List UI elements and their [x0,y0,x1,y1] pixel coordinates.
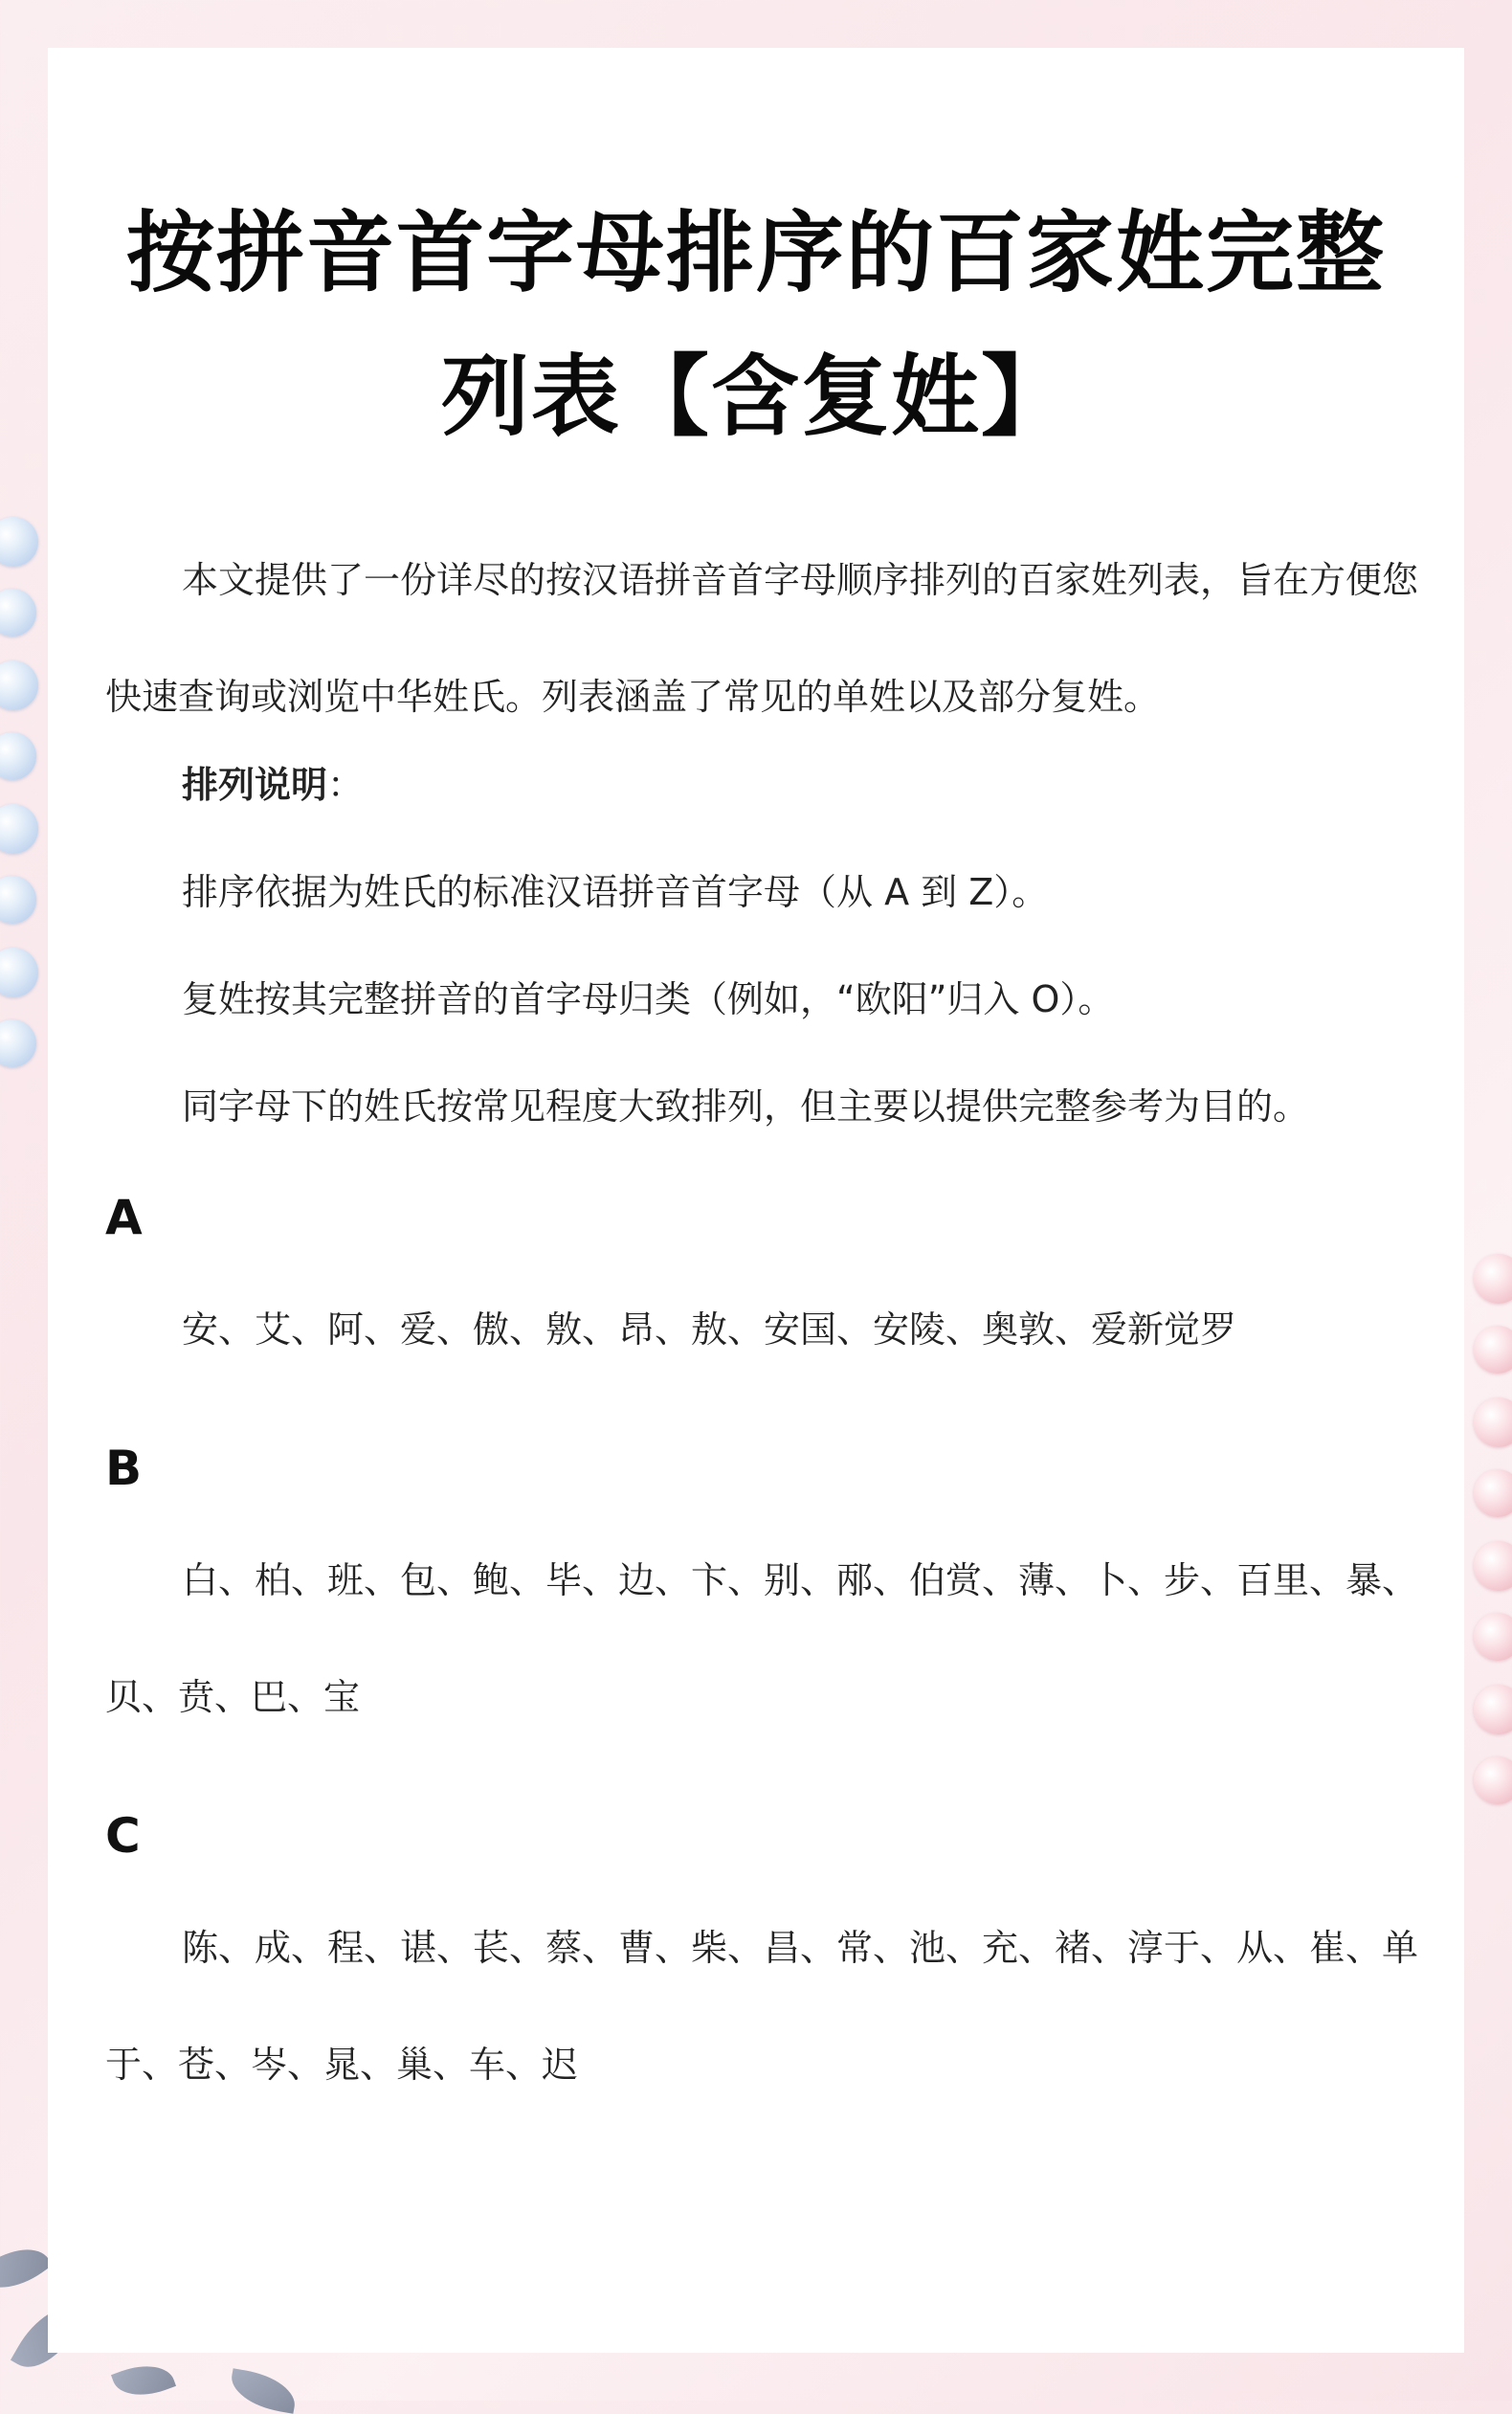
note-item: 同字母下的姓氏按常见程度大致排列，但主要以提供完整参考为目的。 [182,1085,1310,1128]
notes-heading-colon: ： [327,764,365,806]
bead-decoration [1474,1613,1512,1661]
bead-decoration [1474,1397,1512,1447]
bead-decoration [0,660,38,710]
section-letter-a: A [105,1190,143,1245]
bead-decoration [0,517,38,567]
bead-decoration [1474,1469,1512,1517]
notes-heading: 排列说明 [182,764,328,806]
bead-decoration [0,732,36,780]
bead-decoration [0,804,38,854]
section-surnames-b: 白、柏、班、包、鲍、毕、边、卞、别、邴、伯赏、薄、卜、步、百里、暴、贝、贲、巴、宝 [105,1559,1419,1718]
section-surnames-c: 陈、成、程、谌、苌、蔡、曹、柴、昌、常、池、充、褚、淳于、从、崔、单于、苍、岑、晁、巢、车、迟 [105,1927,1419,2086]
bead-decoration [0,876,36,924]
bead-decoration [0,1019,36,1067]
bead-decoration [0,948,38,997]
intro-paragraph: 本文提供了一份详尽的按汉语拼音首字母顺序排列的百家姓列表，旨在方便您快速查询或浏览中华姓氏。列表涵盖了常见的单姓以及部分复姓。 [105,559,1419,718]
bead-decoration [0,589,36,637]
bead-decoration [1474,1541,1512,1591]
leaf-decoration [227,2368,299,2414]
section-letter-c: C [105,1808,141,1864]
notes-heading-line [105,756,1426,814]
page-title: 按拼音首字母排序的百家姓完整列表【含复姓】 [125,202,1386,448]
article-card [48,48,1464,2353]
leaf-decoration [0,2234,53,2304]
bead-decoration [1474,1756,1512,1804]
section-letter-b: B [105,1441,143,1496]
bead-decoration [1474,1326,1512,1374]
leaf-decoration [111,2356,176,2405]
note-item: 复姓按其完整拼音的首字母归类（例如，“欧阳”归入 O）。 [182,978,1115,1020]
bead-decoration [1474,1254,1512,1304]
section-surnames-a: 安、艾、阿、爱、傲、敫、昂、敖、安国、安陵、奥敦、爱新觉罗 [182,1308,1237,1351]
note-item: 排序依据为姓氏的标准汉语拼音首字母（从 A 到 Z）。 [182,871,1049,913]
bead-decoration [1474,1685,1512,1734]
